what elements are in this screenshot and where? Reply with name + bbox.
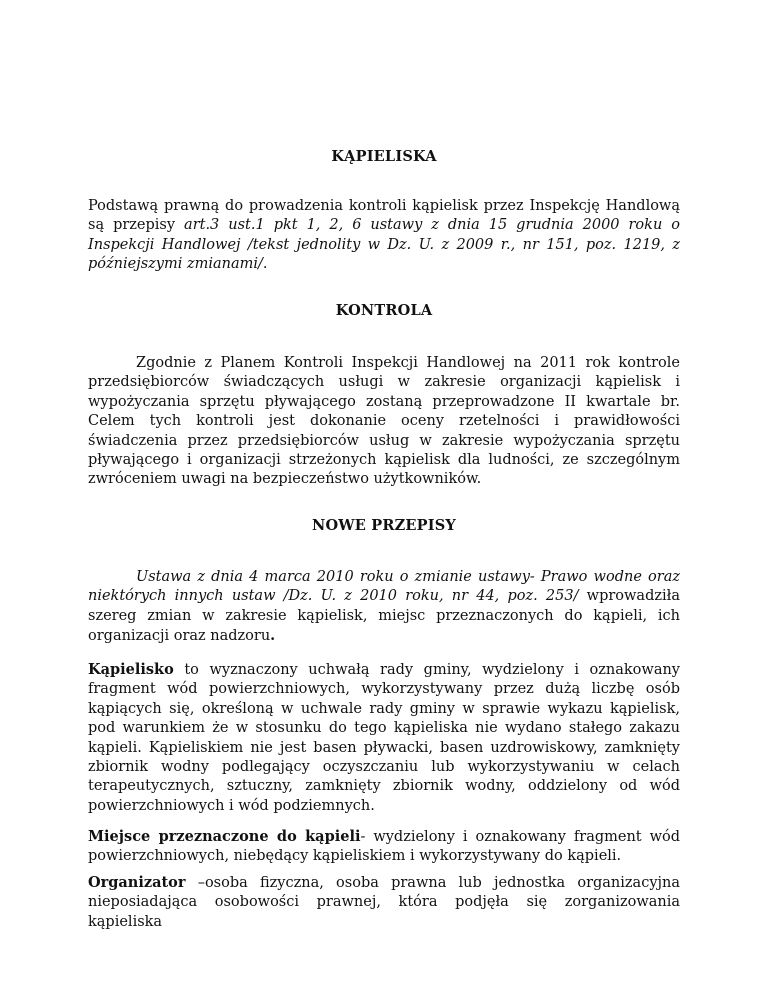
miejsce-text: - wydzielony i oznakowany fragment wód powierzchniowych, niebędący kąpieliskiem i wykorzystywany do kąpieli. [88, 829, 680, 865]
title-heading: KĄPIELISKA [331, 148, 437, 165]
intro-citation: art.3 ust.1 pkt 1, 2, 6 ustawy z dnia 15 grudnia 2000 roku o Inspekcji Handlowej /tekst jednolity w Dz. U. z 2009 r., nr 151, poz. 1219, z późniejszymi zmianami/. [88, 217, 681, 273]
kapielisko-term: Kąpielisko [88, 661, 174, 678]
law-end: . [270, 627, 276, 645]
kapielisko-text: to wyznaczony uchwałą rady gminy, wydzielony i oznakowany fragment wód powierzchniowych, wykorzystywany przez dużą liczbę osób kąpiących się, określoną w uchwale rady gminy w sprawie wykazu kąpielisk, pod warunkiem że w stosunku do tego kąpieliska nie wydano stałego zakazu kąpieli. Kąpieliskiem nie jest basen pływacki, basen uzdrowiskowy, zamknięty zbiornik wodny podlegający oczyszczaniu lub wykorzystywaniu w celach terapeutycznych, sztuczny, zamknięty zbiornik wodny, oddzielony od wód powierzchniowych i wód podziemnych. [88, 662, 680, 814]
intro-paragraph [88, 197, 680, 275]
organizator-text: –osoba fizyczna, osoba prawna lub jednostka organizacyjna nieposiadająca osobowości prawnej, która podjęła się zorganizowania kąpieliska [88, 875, 680, 930]
law-text: wprowadziła szereg zmian w zakresie kąpielisk, miejsc przeznaczonych do kąpieli, ich organizacji oraz nadzoru [88, 588, 680, 645]
kapielisko-definition [88, 660, 680, 816]
kontrola-heading: KONTROLA [335, 302, 433, 319]
organizator-term: Organizator [88, 874, 186, 891]
law-paragraph [88, 568, 680, 647]
miejsce-term: Miejsce przeznaczone do kąpieli [88, 828, 361, 845]
law-citation: Ustawa z dnia 4 marca 2010 roku o zmianie ustawy- Prawo wodne oraz niektórych innych ustaw /Dz. U. z 2010 roku, nr 44, poz. 253/ [88, 569, 680, 605]
organizator-definition [88, 873, 680, 932]
kontrola-paragraph: Zgodnie z Planem Kontroli Inspekcji Handlowej na 2011 rok kontrole przedsiębiorców świadczących usługi w zakresie organizacji kąpielisk i wypożyczania sprzętu pływającego zostaną przeprowadzone II kwartale br. Celem tych kontroli jest dokonanie oceny rzetelności i prawidłowości świadczenia przez przedsiębiorców usług w zakresie wypożyczania sprzętu pływającego i organizacji strzeżonych kąpielisk dla ludności, ze szczególnym zwróceniem uwagi na bezpieczeństwo użytkowników. [88, 355, 680, 488]
intro-text: Podstawą prawną do prowadzenia kontroli kąpielisk przez Inspekcję Handlową są przepisy [88, 198, 680, 234]
nowe-przepisy-heading: NOWE PRZEPISY [312, 517, 456, 534]
miejsce-definition [88, 827, 680, 867]
